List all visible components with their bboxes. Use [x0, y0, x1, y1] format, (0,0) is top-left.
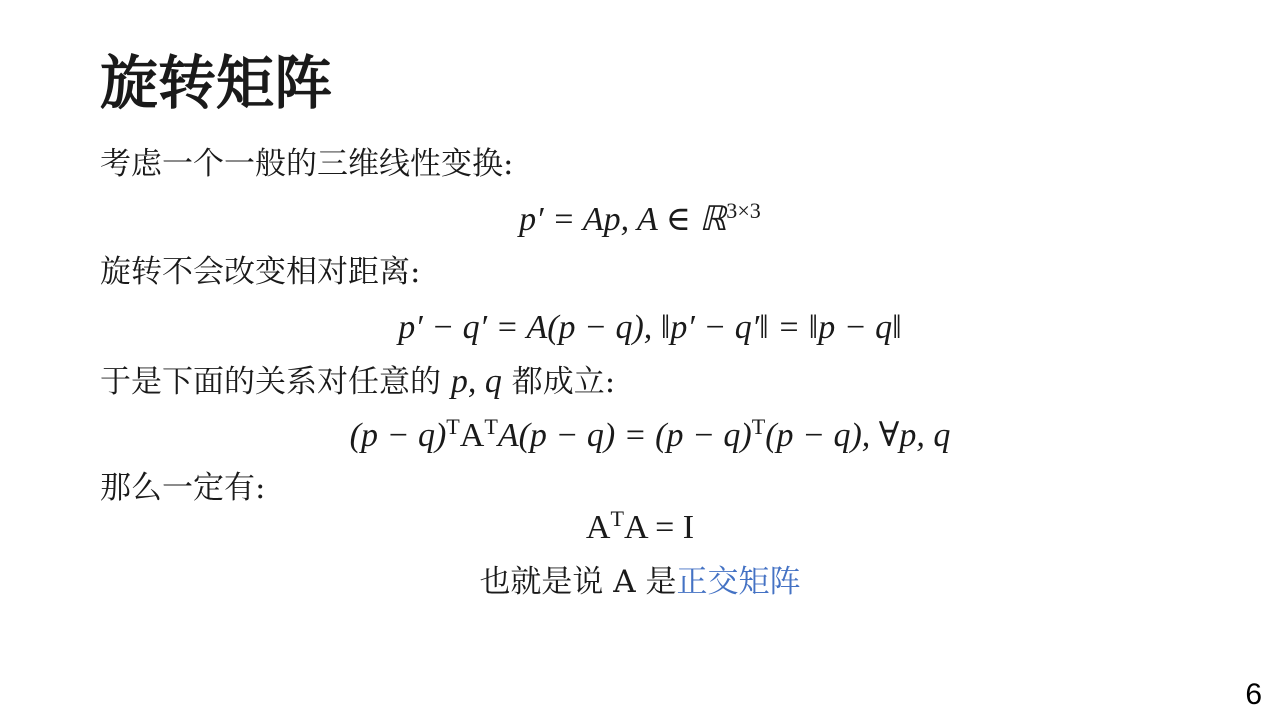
equation-identity-sup: T — [610, 505, 624, 531]
equation-linear-transform-body: p′ = Ap, A ∈ ℝ — [519, 201, 727, 238]
summary-line-prefix: 也就是说 A 是 — [479, 564, 677, 600]
orthogonal-matrix-term: 正交矩阵 — [676, 564, 801, 600]
relation-line — [100, 362, 615, 403]
equation-identity-b: A = I — [623, 509, 695, 546]
summary-line — [0, 564, 1280, 601]
equation-orthogonality-d: (p − q), ∀p, q — [765, 417, 951, 454]
equation-distance-body: p′ − q′ = A(p − q), ‖p′ − q′‖ = ‖p − q‖ — [398, 309, 902, 346]
equation-linear-transform — [0, 197, 1280, 241]
equation-orthogonality-sup3: T — [751, 413, 766, 439]
equation-orthogonality — [10, 413, 1280, 457]
conclusion-line: 那么一定有: — [100, 470, 266, 506]
intro-line: 考虑一个一般的三维线性变换: — [100, 146, 514, 182]
equation-linear-transform-sup: 3×3 — [726, 197, 761, 223]
slide-title: 旋转矩阵 — [100, 49, 333, 117]
equation-orthogonality-sup2: T — [484, 413, 498, 439]
equation-identity — [0, 505, 1280, 549]
relation-line-suffix: 都成立: — [501, 364, 616, 400]
page-number: 6 — [1245, 678, 1262, 711]
equation-orthogonality-b: A — [459, 417, 485, 454]
equation-orthogonality-c: A(p − q) = (p − q) — [497, 417, 752, 454]
equation-orthogonality-sup1: T — [446, 413, 460, 439]
distance-line: 旋转不会改变相对距离: — [100, 254, 421, 290]
equation-identity-a: A — [585, 509, 611, 546]
equation-distance — [10, 308, 1280, 349]
equation-orthogonality-a: (p − q) — [349, 417, 447, 454]
relation-line-math: p, q — [450, 363, 502, 400]
relation-line-prefix: 于是下面的关系对任意的 — [100, 364, 451, 400]
